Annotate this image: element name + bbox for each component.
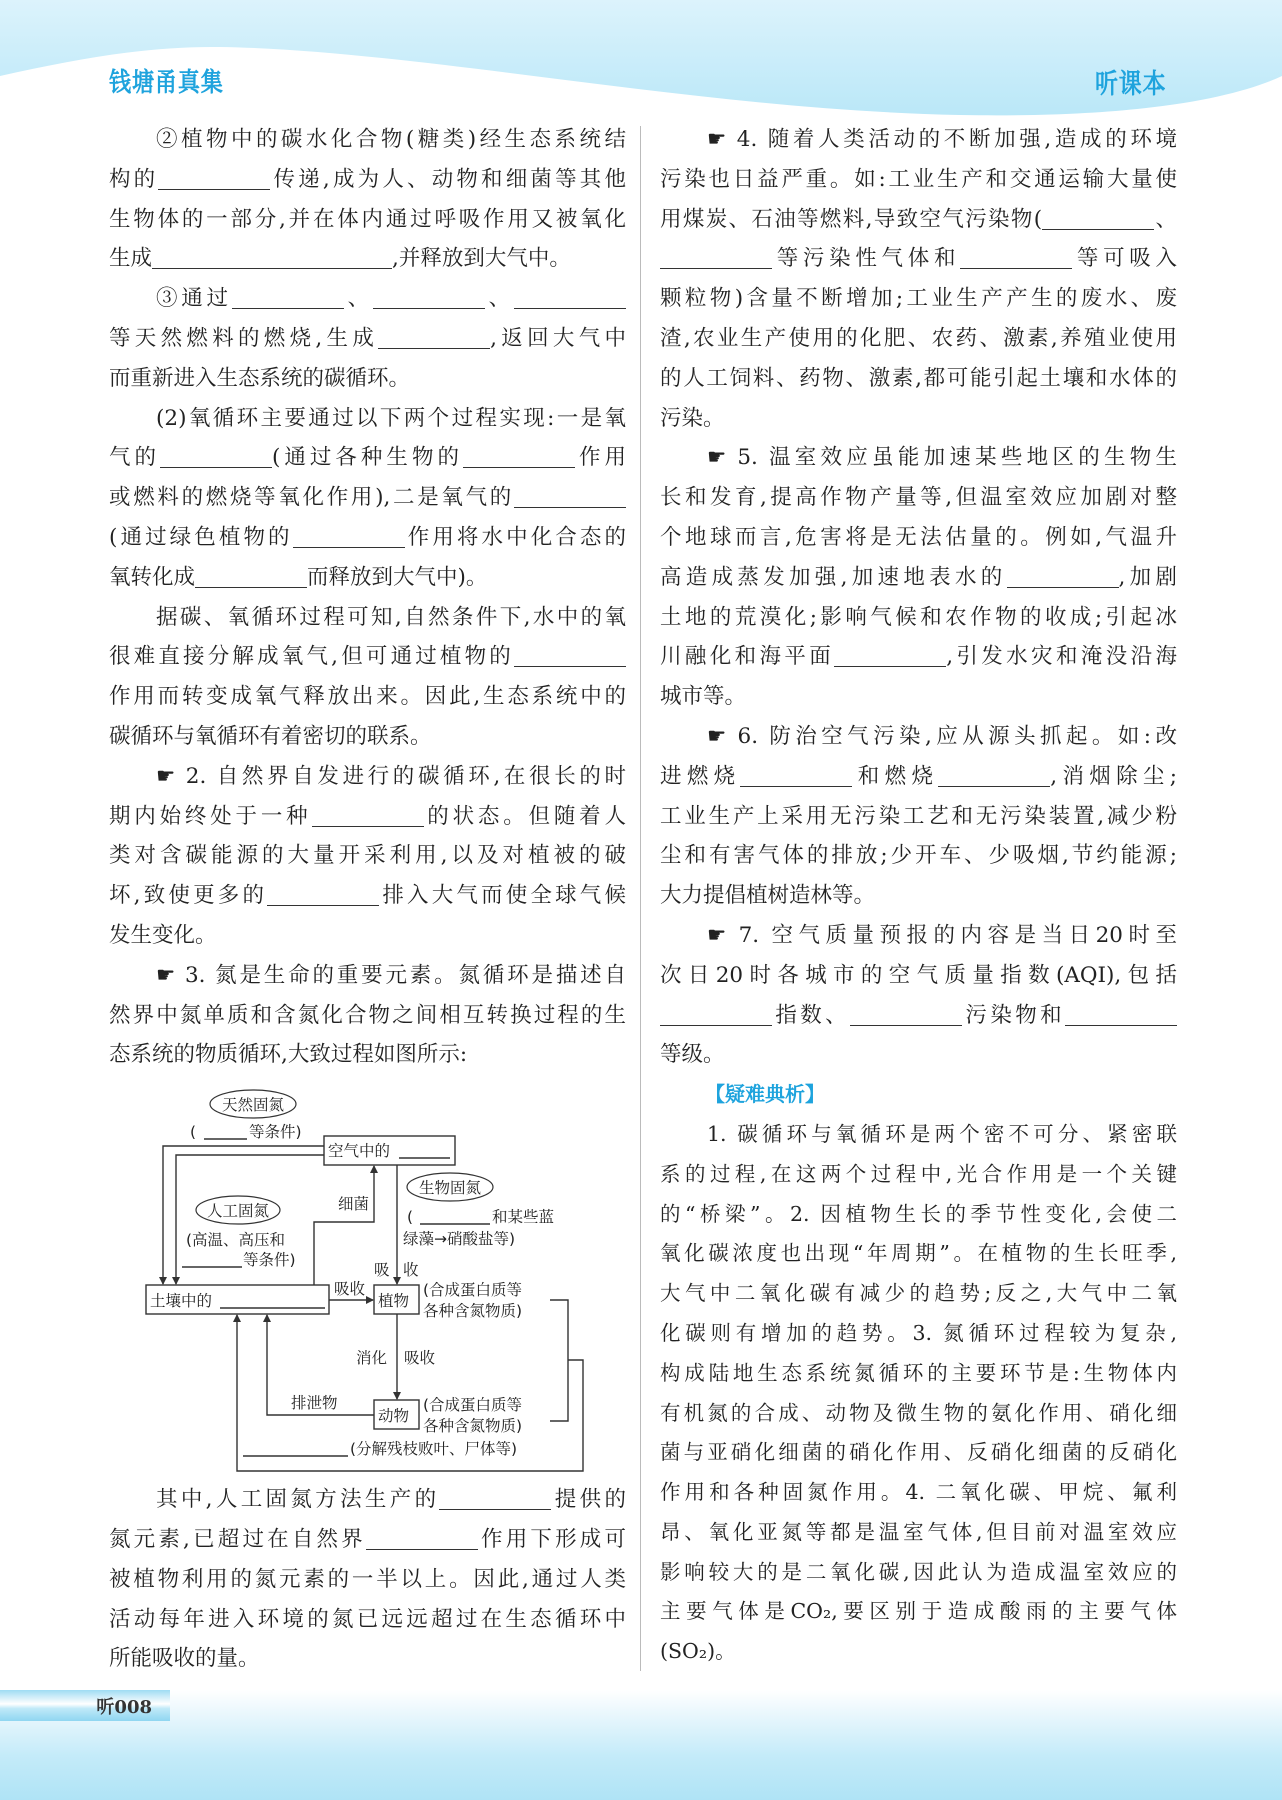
nitrogen-cycle-diagram [109,1075,626,1480]
text-line [660,637,1177,677]
text-line [109,438,626,478]
natural-fixation-label: 天然固氮 [221,1096,285,1115]
text-line [660,279,1177,319]
text-line [660,1115,1177,1155]
text-segment: 生成 [109,246,153,272]
text-segment: 污染也日益严重。如:工业生产和交通运输大量使 [660,166,1177,192]
text-segment: 1. 碳循环与氧循环是两个密不可分、紧密联 [707,1121,1177,1146]
text-line [109,279,626,319]
column-divider [640,126,641,1671]
text-segment: (通过绿色植物的 [109,524,293,550]
text-segment: (2)氧循环主要通过以下两个过程实现:一是氧 [156,405,626,431]
text-line [109,677,626,717]
text-segment: 或燃料的燃烧等氧化作用),二是氧气的 [109,485,514,511]
text-segment: 化碳则有增加的趋势。3. 氮循环过程较为复杂, [660,1320,1177,1345]
text-line [660,1234,1177,1274]
text-segment: 污染物和 [962,1002,1065,1028]
text-line [660,1433,1177,1473]
analysis-paragraphs [660,1115,1177,1672]
text-segment: 很难直接分解成氧气,但可通过植物的 [109,644,514,670]
text-line [109,120,626,160]
text-line [660,677,1177,717]
fill-in-blank[interactable] [195,563,307,588]
text-segment: 生物体的一部分,并在体内通过呼吸作用又被氧化 [109,206,626,232]
text-segment: 大气中二氧化碳有减少的趋势;反之,大气中二氧 [660,1281,1177,1306]
text-segment: 氧转化成 [109,564,196,590]
text-segment: 有机氮的合成、动物及微生物的氨化作用、硝化细 [660,1400,1177,1425]
plant-note-line2: 各种含氮物质) [423,1302,523,1321]
text-line [660,1155,1177,1195]
text-line [660,1513,1177,1553]
text-segment: 坏,致使更多的 [109,883,268,909]
text-line [660,1354,1177,1394]
text-segment: 作用 [574,445,626,471]
text-segment: 渣,农业生产使用的化肥、农药、激素,养殖业使用 [660,325,1177,351]
text-line [109,876,626,916]
text-segment: 等可吸入 [1072,246,1177,272]
text-segment: 而重新进入生态系统的碳循环。 [109,365,411,391]
text-segment: 土地的荒漠化;影响气候和农作物的收成;引起冰 [660,604,1177,630]
fill-in-blank[interactable] [378,324,490,349]
text-segment: 大力提倡植树造林等。 [660,883,876,909]
text-segment: ☛ 2. 自然界自发进行的碳循环,在很长的时 [156,763,626,789]
text-line [660,1274,1177,1314]
text-line [660,1632,1177,1672]
text-segment: 而释放到大气中)。 [307,564,488,590]
text-line [660,478,1177,518]
text-segment: 的“桥梁”。2. 因植物生长的季节性变化,会使二 [660,1201,1177,1226]
text-segment: 指数、 [772,1002,851,1028]
text-segment: 气的 [109,445,161,471]
text-segment: 然界中氮单质和含氮化合物之间相互转换过程的生 [109,1002,626,1028]
decompose-label: (分解残枝败叶、尸体等) [350,1440,518,1459]
text-line [109,956,626,996]
text-segment: 的人工饲料、药物、激素,都可能引起土壤和水体的 [660,365,1177,391]
text-segment: 城市等。 [660,684,747,710]
text-segment: 长和发育,提高作物产量等,但温室效应加剧对整 [660,485,1177,511]
bacteria-arrow [314,1166,374,1285]
fill-in-blank[interactable] [463,443,575,468]
text-segment: 用煤炭、石油等燃料,导致空气污染物( [660,206,1043,232]
text-line [109,239,626,279]
text-segment: ☛ 5. 温室效应虽能加速某些地区的生物生 [707,445,1177,471]
text-segment: ,并释放到大气中。 [392,246,571,272]
text-segment: ,加剧 [1118,564,1177,590]
text-segment: ③通过 [156,286,232,312]
text-segment: 类对含碳能源的大量开采利用,以及对植被的破 [109,843,626,869]
text-line [109,1480,626,1520]
fill-in-blank[interactable] [514,483,626,508]
text-segment: ,引发水灾和淹没沿海 [946,644,1177,670]
natural-condition-label: 等条件) [249,1123,302,1142]
fill-in-blank[interactable] [960,244,1072,269]
absorb-low-label: 吸收 [404,1349,436,1368]
text-line [660,1314,1177,1354]
text-line [109,359,626,399]
fill-in-blank[interactable] [1007,563,1119,588]
natural-condition-open: ( [190,1123,197,1142]
text-segment: (通过各种生物的 [272,445,463,471]
text-segment: 和燃烧 [852,763,939,789]
text-segment: 高造成蒸发加强,加速地表水的 [660,564,1007,590]
text-segment: ,返回大气中 [490,325,626,351]
artificial-fixation-label: 人工固氮 [206,1202,270,1221]
text-line [109,916,626,956]
text-line [660,757,1177,797]
text-segment: 、 [1154,206,1177,232]
text-segment: ②植物中的碳水化合物(糖类)经生态系统结 [156,127,626,152]
text-line [660,1195,1177,1235]
text-line [109,598,626,638]
text-segment: 据碳、氧循环过程可知,自然条件下,水中的氧 [156,604,626,630]
text-line [660,797,1177,837]
text-line [660,160,1177,200]
text-line [109,160,626,200]
text-line [660,239,1177,279]
right-column [660,120,1177,1672]
digest-label: 消化 [356,1349,388,1368]
text-line [109,717,626,757]
text-line [660,399,1177,439]
text-line [109,1639,626,1679]
absorb-label-b: 收 [403,1261,419,1280]
analysis-section-title: 【疑难典析】 [705,1082,825,1107]
fill-in-blank[interactable] [373,284,485,309]
text-line [660,1473,1177,1513]
text-segment: 等级。 [660,1042,725,1068]
text-segment: 的状态。但随着人 [423,803,626,829]
fill-in-blank[interactable] [514,642,626,667]
text-segment: 作用将水中化合态的 [404,524,626,550]
text-line [660,319,1177,359]
fill-in-blank[interactable] [232,284,344,309]
text-segment: 尘和有害气体的排放;少开车、少吸烟,节约能源; [660,843,1177,869]
text-segment: 工业生产上采用无污染工艺和无污染装置,减少粉 [660,803,1177,829]
text-line [109,1520,626,1560]
plant-note-line1: (合成蛋白质等 [423,1281,523,1300]
text-line [109,518,626,558]
text-line [109,478,626,518]
fill-in-blank[interactable] [514,284,626,309]
text-segment: 等污染性气体和 [772,246,961,272]
fill-in-blank[interactable] [439,1485,551,1510]
text-segment: 、 [343,286,373,312]
fill-in-blank[interactable] [850,1001,962,1026]
text-line [660,438,1177,478]
bio-note-open: ( [407,1208,414,1227]
footer-gradient-background [0,1690,1282,1800]
text-segment: 污染。 [660,405,725,431]
text-segment: (SO₂)。 [660,1639,736,1664]
fill-in-blank[interactable] [1065,1001,1177,1026]
fill-in-blank[interactable] [834,642,946,667]
text-line [660,717,1177,757]
text-line [109,558,626,598]
text-line [660,1553,1177,1593]
fill-in-blank[interactable] [660,1001,772,1026]
text-line [109,319,626,359]
text-segment: 次日20时各城市的空气质量指数(AQI),包括 [660,962,1177,988]
text-segment: 构的 [109,166,159,192]
text-line [660,598,1177,638]
text-segment: 菌与亚硝化细菌的硝化作用、反硝化细菌的反硝化 [660,1440,1177,1465]
fill-in-blank[interactable] [660,244,772,269]
text-segment: 颗粒物)含量不断增加;工业生产产生的废水、废 [660,286,1177,312]
nitrogen-cycle-svg [120,1088,600,1480]
text-segment: 被植物利用的氮元素的一半以上。因此,通过人类 [109,1566,626,1592]
fill-in-blank[interactable] [312,802,424,827]
text-line [109,996,626,1036]
text-line [660,1394,1177,1434]
text-segment: ,消烟除尘; [1050,763,1177,789]
fill-in-blank[interactable] [158,165,270,190]
animal-note-line2: 各种含氮物质) [423,1417,523,1436]
text-line [660,836,1177,876]
text-segment: 氧化碳浓度也出现“年周期”。在植物的生长旺季, [660,1241,1177,1266]
book-series-title: 钱塘甬真集 [109,68,224,98]
text-line [109,836,626,876]
text-segment: 排入大气而使全球气候 [379,883,626,909]
air-nitrogen-label: 空气中的 [328,1142,391,1161]
text-line [660,876,1177,916]
left-after-diagram-paragraphs [109,1480,626,1679]
bio-note-line2: 绿藻→硝酸盐等) [403,1230,516,1249]
book-section-title: 听课本 [1095,69,1167,100]
text-segment: ☛ 4. 随着人类活动的不断加强,造成的环境 [707,127,1177,152]
fill-in-blank[interactable] [152,244,392,269]
right-paragraphs [660,120,1177,1075]
fill-in-blank[interactable] [366,1525,478,1550]
text-segment: 期内始终处于一种 [109,803,312,829]
text-line [109,1560,626,1600]
page-number-tab [0,1690,170,1721]
text-segment: 作用而转变成氧气释放出来。因此,生态系统中的 [109,684,626,710]
text-segment: 作用和各种固氮作用。4. 二氧化碳、甲烷、氟利 [660,1480,1177,1505]
artificial-note-line1: (高温、高压和 [186,1231,286,1250]
text-line [109,200,626,240]
text-line [660,916,1177,956]
animal-note-line1: (合成蛋白质等 [423,1396,523,1415]
fill-in-blank[interactable] [293,523,405,548]
text-segment: ☛ 7. 空气质量预报的内容是当日20时至 [707,922,1177,948]
bacteria-label: 细菌 [338,1195,370,1214]
bio-fixation-label: 生物固氮 [418,1179,482,1198]
text-line [660,996,1177,1036]
text-line [660,120,1177,160]
soil-nitrogen-label: 土壤中的 [150,1292,213,1311]
fill-in-blank[interactable] [267,881,379,906]
text-segment: 所能吸收的量。 [109,1646,260,1672]
text-segment: 系的过程,在这两个过程中,光合作用是一个关键 [660,1161,1177,1186]
absorb-label-a: 吸 [374,1261,390,1280]
text-segment: ☛ 6. 防治空气污染,应从源头抓起。如:改 [707,723,1177,749]
text-line [109,637,626,677]
text-segment: 个地球而言,危害将是无法估量的。例如,气温升 [660,524,1177,550]
text-segment: 影响较大的是二氧化碳,因此认为造成温室效应的 [660,1559,1177,1584]
text-line [660,200,1177,240]
text-line [109,757,626,797]
text-line [660,359,1177,399]
text-segment: 传递,成为人、动物和细菌等其他 [270,166,626,192]
text-line [660,1592,1177,1632]
text-segment: ☛ 3. 氮是生命的重要元素。氮循环是描述自 [156,962,626,988]
text-segment: 昂、氧化亚氮等都是温室气体,但目前对温室效应 [660,1519,1177,1544]
bio-note-line1: 和某些蓝 [492,1208,555,1227]
fill-in-blank[interactable] [740,762,852,787]
text-segment: 碳循环与氧循环有着密切的联系。 [109,723,432,749]
fill-in-blank[interactable] [1042,205,1154,230]
text-segment: 、 [484,286,514,312]
page-number: 听008 [96,1697,152,1718]
organism-bracket [550,1300,568,1421]
text-line [660,518,1177,558]
fill-in-blank[interactable] [160,443,272,468]
text-segment: 构成陆地生态系统氮循环的主要环节是:生物体内 [660,1360,1177,1385]
excreta-label: 排泄物 [291,1394,338,1413]
text-segment: 川融化和海平面 [660,644,835,670]
text-segment: 主要气体是CO₂,要区别于造成酸雨的主要气体 [660,1599,1177,1624]
text-line [660,1035,1177,1075]
text-line [660,956,1177,996]
artificial-note-line2: 等条件) [243,1251,296,1270]
absorb-mid-label: 吸收 [334,1280,366,1299]
text-segment: 提供的 [551,1487,626,1513]
text-segment: 等天然燃料的燃烧,生成 [109,325,379,351]
text-line [660,558,1177,598]
text-line [109,797,626,837]
animal-label: 动物 [378,1407,410,1426]
text-segment: 作用下形成可 [477,1526,626,1552]
text-segment: 氮元素,已超过在自然界 [109,1526,366,1552]
text-segment: 进燃烧 [660,763,741,789]
text-segment: 其中,人工固氮方法生产的 [156,1487,440,1513]
fill-in-blank[interactable] [938,762,1050,787]
text-segment: 活动每年进入环境的氮已远远超过在生态循环中 [109,1606,626,1632]
text-segment: 态系统的物质循环,大致过程如图所示: [109,1042,468,1068]
text-line [109,399,626,439]
left-column [109,120,626,1679]
text-segment: 发生变化。 [109,922,217,948]
text-line [109,1035,626,1075]
left-paragraphs [109,120,626,1075]
text-line [109,1600,626,1640]
plant-label: 植物 [378,1292,410,1311]
